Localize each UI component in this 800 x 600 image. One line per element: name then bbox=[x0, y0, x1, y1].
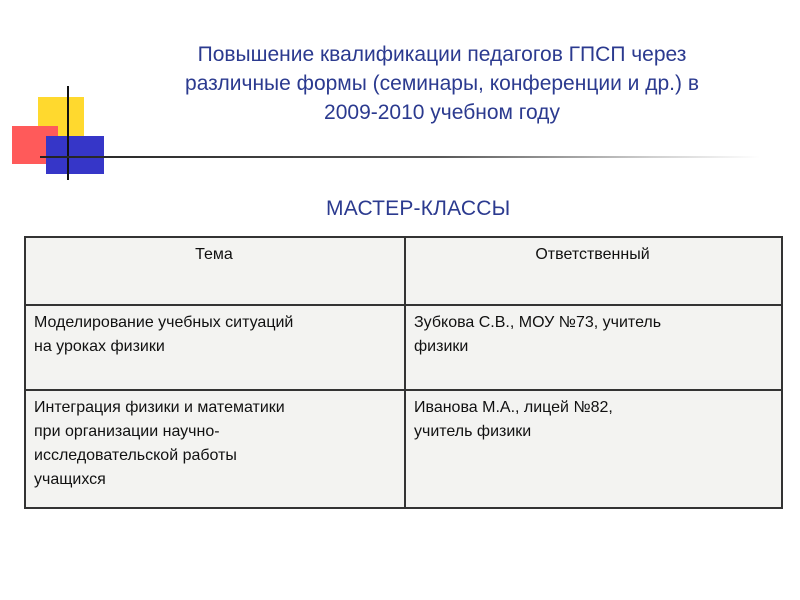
cell-line: Зубкова С.В., МОУ №73, учитель bbox=[414, 314, 662, 331]
decorative-squares bbox=[0, 0, 120, 190]
cell-line: исследовательской работы bbox=[34, 447, 237, 464]
header-topic: Тема bbox=[25, 237, 405, 305]
title-line: Повышение квалификации педагогов ГПСП через bbox=[197, 43, 687, 66]
section-title: МАСТЕР-КЛАССЫ bbox=[326, 197, 511, 220]
table-row bbox=[25, 305, 782, 390]
header-responsible: Ответственный bbox=[405, 237, 782, 305]
cell-line: учитель физики bbox=[414, 423, 532, 440]
title-divider bbox=[40, 156, 760, 158]
cell-line: Иванова М.А., лицей №82, bbox=[414, 399, 613, 416]
cell-line: физики bbox=[414, 338, 469, 355]
title-line: различные формы (семинары, конференции и др.) в bbox=[185, 72, 699, 95]
deco-blue-square bbox=[46, 136, 104, 174]
cell-line: на уроках физики bbox=[34, 338, 165, 355]
topic-cell bbox=[25, 390, 405, 508]
master-classes-table bbox=[24, 236, 783, 509]
cell-line: при организации научно- bbox=[34, 423, 220, 440]
topic-cell bbox=[25, 305, 405, 390]
table-row bbox=[25, 390, 782, 508]
page-title bbox=[112, 40, 772, 127]
table-header-row bbox=[25, 237, 782, 305]
responsible-cell bbox=[405, 390, 782, 508]
title-line: 2009-2010 учебном году bbox=[324, 101, 560, 124]
responsible-cell bbox=[405, 305, 782, 390]
cell-line: учащихся bbox=[34, 471, 106, 488]
cell-line: Интеграция физики и математики bbox=[34, 399, 285, 416]
cell-line: Моделирование учебных ситуаций bbox=[34, 314, 294, 331]
